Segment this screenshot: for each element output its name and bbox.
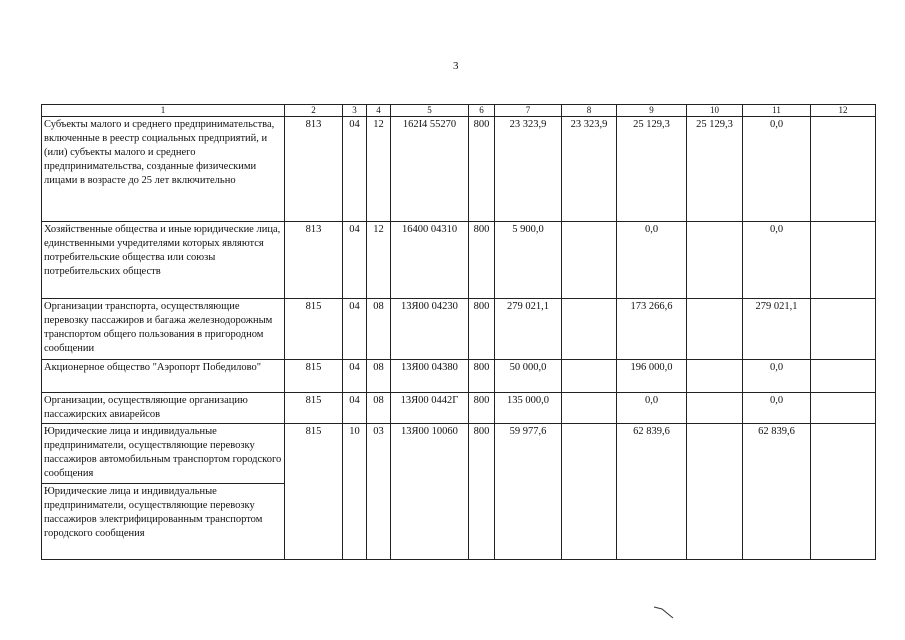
expense-type-code: 800 xyxy=(469,299,495,360)
target-article-code: 13Я00 0442Г xyxy=(391,393,469,424)
recipient-name: Хозяйственные общества и иные юридические лица, единственными учредителями которых являются потребительские общества или союзы потребительских обществ xyxy=(42,222,285,299)
amount-col-7: 23 323,9 xyxy=(495,117,562,222)
expense-type-code: 800 xyxy=(469,117,495,222)
amount-col-9: 0,0 xyxy=(617,222,687,299)
amount-col-10 xyxy=(687,299,743,360)
column-header: 5 xyxy=(391,105,469,117)
budget-table xyxy=(41,104,876,560)
expense-type-code: 800 xyxy=(469,222,495,299)
amount-col-12 xyxy=(811,117,876,222)
ministry-code: 813 xyxy=(285,222,343,299)
subsection-code: 08 xyxy=(367,393,391,424)
amount-col-12 xyxy=(811,222,876,299)
amount-col-11: 0,0 xyxy=(743,360,811,393)
amount-col-8 xyxy=(562,222,617,299)
amount-col-10 xyxy=(687,222,743,299)
target-article-code: 13Я00 10060 xyxy=(391,424,469,560)
subsection-code: 08 xyxy=(367,360,391,393)
amount-col-10 xyxy=(687,393,743,424)
section-code: 04 xyxy=(343,117,367,222)
target-article-code: 16400 04310 xyxy=(391,222,469,299)
amount-col-9: 25 129,3 xyxy=(617,117,687,222)
column-header: 2 xyxy=(285,105,343,117)
amount-col-7: 279 021,1 xyxy=(495,299,562,360)
column-header: 3 xyxy=(343,105,367,117)
amount-col-8: 23 323,9 xyxy=(562,117,617,222)
section-code: 04 xyxy=(343,360,367,393)
table-row xyxy=(42,393,876,424)
amount-col-9: 196 000,0 xyxy=(617,360,687,393)
amount-col-12 xyxy=(811,299,876,360)
target-article-code: 13Я00 04230 xyxy=(391,299,469,360)
amount-col-11: 0,0 xyxy=(743,393,811,424)
amount-col-8 xyxy=(562,299,617,360)
subsection-code: 12 xyxy=(367,117,391,222)
pen-mark xyxy=(652,604,676,620)
amount-col-10 xyxy=(687,360,743,393)
recipient-name: Организации транспорта, осуществляющие перевозку пассажиров и багажа железнодорожным транспортом общего пользования в пригородном сообщении xyxy=(42,299,285,360)
column-header: 4 xyxy=(367,105,391,117)
amount-col-11: 62 839,6 xyxy=(743,424,811,560)
table-row xyxy=(42,222,876,299)
table-row xyxy=(42,424,876,484)
amount-col-9: 173 266,6 xyxy=(617,299,687,360)
expense-type-code: 800 xyxy=(469,360,495,393)
amount-col-7: 59 977,6 xyxy=(495,424,562,560)
ministry-code: 813 xyxy=(285,117,343,222)
column-header: 7 xyxy=(495,105,562,117)
column-header: 9 xyxy=(617,105,687,117)
amount-col-9: 62 839,6 xyxy=(617,424,687,560)
subsection-code: 12 xyxy=(367,222,391,299)
amount-col-11: 0,0 xyxy=(743,222,811,299)
target-article-code: 162I4 55270 xyxy=(391,117,469,222)
table-row xyxy=(42,360,876,393)
recipient-name: Субъекты малого и среднего предпринимательства, включенные в реестр социальных предприятий, и (или) субъекты малого и среднего предпринимательства, созданные физическими лицами в возрасте до 25 лет включительно xyxy=(42,117,285,222)
expense-type-code: 800 xyxy=(469,393,495,424)
amount-col-11: 0,0 xyxy=(743,117,811,222)
section-code: 10 xyxy=(343,424,367,560)
table-row xyxy=(42,299,876,360)
expense-type-code: 800 xyxy=(469,424,495,560)
amount-col-10 xyxy=(687,424,743,560)
table-row xyxy=(42,117,876,222)
column-header: 6 xyxy=(469,105,495,117)
subsection-code: 03 xyxy=(367,424,391,560)
ministry-code: 815 xyxy=(285,299,343,360)
amount-col-12 xyxy=(811,393,876,424)
column-header: 11 xyxy=(743,105,811,117)
column-header: 1 xyxy=(42,105,285,117)
section-code: 04 xyxy=(343,299,367,360)
column-header: 8 xyxy=(562,105,617,117)
recipient-name: Акционерное общество "Аэропорт Победилово" xyxy=(42,360,285,393)
ministry-code: 815 xyxy=(285,393,343,424)
amount-col-7: 135 000,0 xyxy=(495,393,562,424)
amount-col-9: 0,0 xyxy=(617,393,687,424)
ministry-code: 815 xyxy=(285,424,343,560)
amount-col-7: 50 000,0 xyxy=(495,360,562,393)
amount-col-12 xyxy=(811,360,876,393)
subsection-code: 08 xyxy=(367,299,391,360)
amount-col-7: 5 900,0 xyxy=(495,222,562,299)
column-header: 12 xyxy=(811,105,876,117)
table-header-row xyxy=(42,105,876,117)
amount-col-8 xyxy=(562,424,617,560)
amount-col-11: 279 021,1 xyxy=(743,299,811,360)
amount-col-8 xyxy=(562,393,617,424)
amount-col-8 xyxy=(562,360,617,393)
ministry-code: 815 xyxy=(285,360,343,393)
column-header: 10 xyxy=(687,105,743,117)
recipient-name: Организации, осуществляющие организацию пассажирских авиарейсов xyxy=(42,393,285,424)
section-code: 04 xyxy=(343,222,367,299)
section-code: 04 xyxy=(343,393,367,424)
recipient-name: Юридические лица и индивидуальные предприниматели, осуществляющие перевозку пассажиров электрифицированным транспортом городского сообщения xyxy=(42,484,285,560)
page-number: 3 xyxy=(453,60,459,72)
target-article-code: 13Я00 04380 xyxy=(391,360,469,393)
amount-col-12 xyxy=(811,424,876,560)
amount-col-10: 25 129,3 xyxy=(687,117,743,222)
recipient-name: Юридические лица и индивидуальные предприниматели, осуществляющие перевозку пассажиров автомобильным транспортом городского сообщения xyxy=(42,424,285,484)
